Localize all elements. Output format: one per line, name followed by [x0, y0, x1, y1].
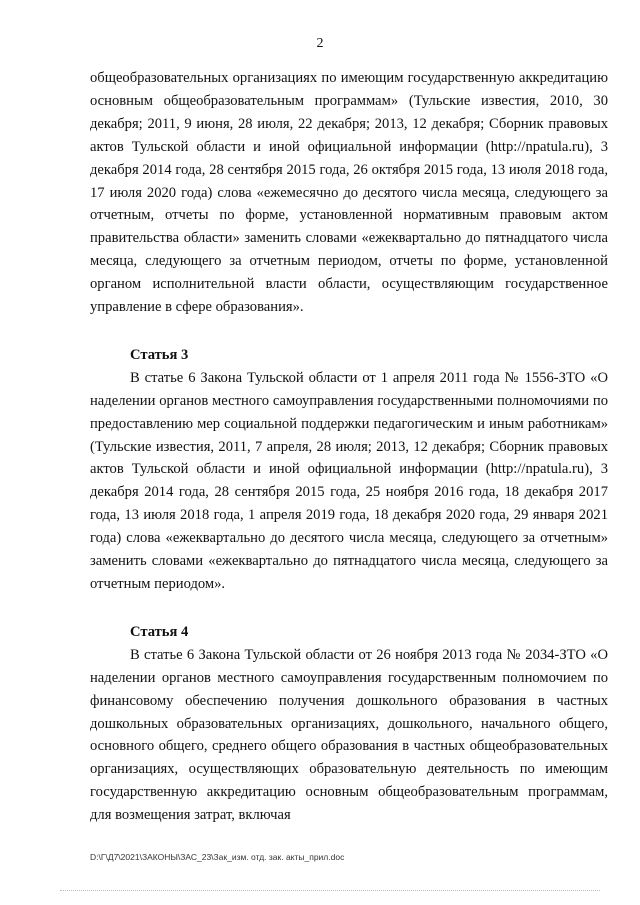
page-number: 2 — [316, 36, 324, 51]
article-4-heading: Статья 4 — [130, 623, 189, 640]
footer-file-path: D:\Г\Д7\2021\ЗАКОНЫ\ЗАС_23\Зак_изм. отд. зак. акты_прил.doc — [90, 852, 345, 862]
article-3-paragraph: В статье 6 Закона Тульской области от 1 апреля 2011 года № 1556-ЗТО «О наделении органов местного самоуправления государственными полномочиями по предоставлению мер социальной поддержки педагогическим и иным работникам» (Тульские известия, 2011, 7 апреля, 28 июля; 2013, 12 декабря; Сборник правовых актов Тульской области и иной официальной информации (http://npatula.ru), 3 декабря 2014 года, 28 сентября 2015 года, 25 ноября 2016 года, 18 декабря 2017 года, 13 июля 2018 года, 1 апреля 2019 года, 18 декабря 2020 года, 29 января 2021 года) слова «ежеквартально до десятого числа месяца, следующего за отчетным» заменить словами «ежеквартально до пятнадцатого числа месяца, следующего за отчетным периодом». — [90, 369, 608, 593]
document-body — [90, 67, 608, 827]
article-3-heading: Статья 3 — [130, 346, 189, 363]
article-4-paragraph: В статье 6 Закона Тульской области от 26 ноября 2013 года № 2034-ЗТО «О наделении органов местного самоуправления государственным полномочием по финансовому обеспечению получения дошкольного образования в частных дошкольных образовательных организациях, дошкольного, начального общего, основного общего, среднего общего образования в частных общеобразовательных организациях, осуществляющих образовательную деятельность по имеющим государственную аккредитацию основным общеобразовательным программам, для возмещения затрат, включая — [90, 646, 608, 824]
scan-edge-divider — [60, 890, 600, 892]
paragraph-continuation: общеобразовательных организациях по имеющим государственную аккредитацию основным общеобразовательным программам» (Тульские известия, 2010, 30 декабря; 2011, 9 июня, 28 июля, 22 декабря; 2013, 12 декабря; Сборник правовых актов Тульской области и иной официальной информации (http://npatula.ru), 3 декабря 2014 года, 28 сентября 2015 года, 26 октября 2015 года, 13 июля 2018 года, 17 июля 2020 года) слова «ежемесячно до десятого числа месяца, следующего за отчетным, отчеты по форме, установленной нормативным правовым актом правительства области» заменить словами «ежеквартально до пятнадцатого числа месяца, следующего за отчетным периодом, отчеты по форме, установленной органом исполнительной власти области, осуществляющим государственное управление в сфере образования». — [90, 70, 608, 316]
